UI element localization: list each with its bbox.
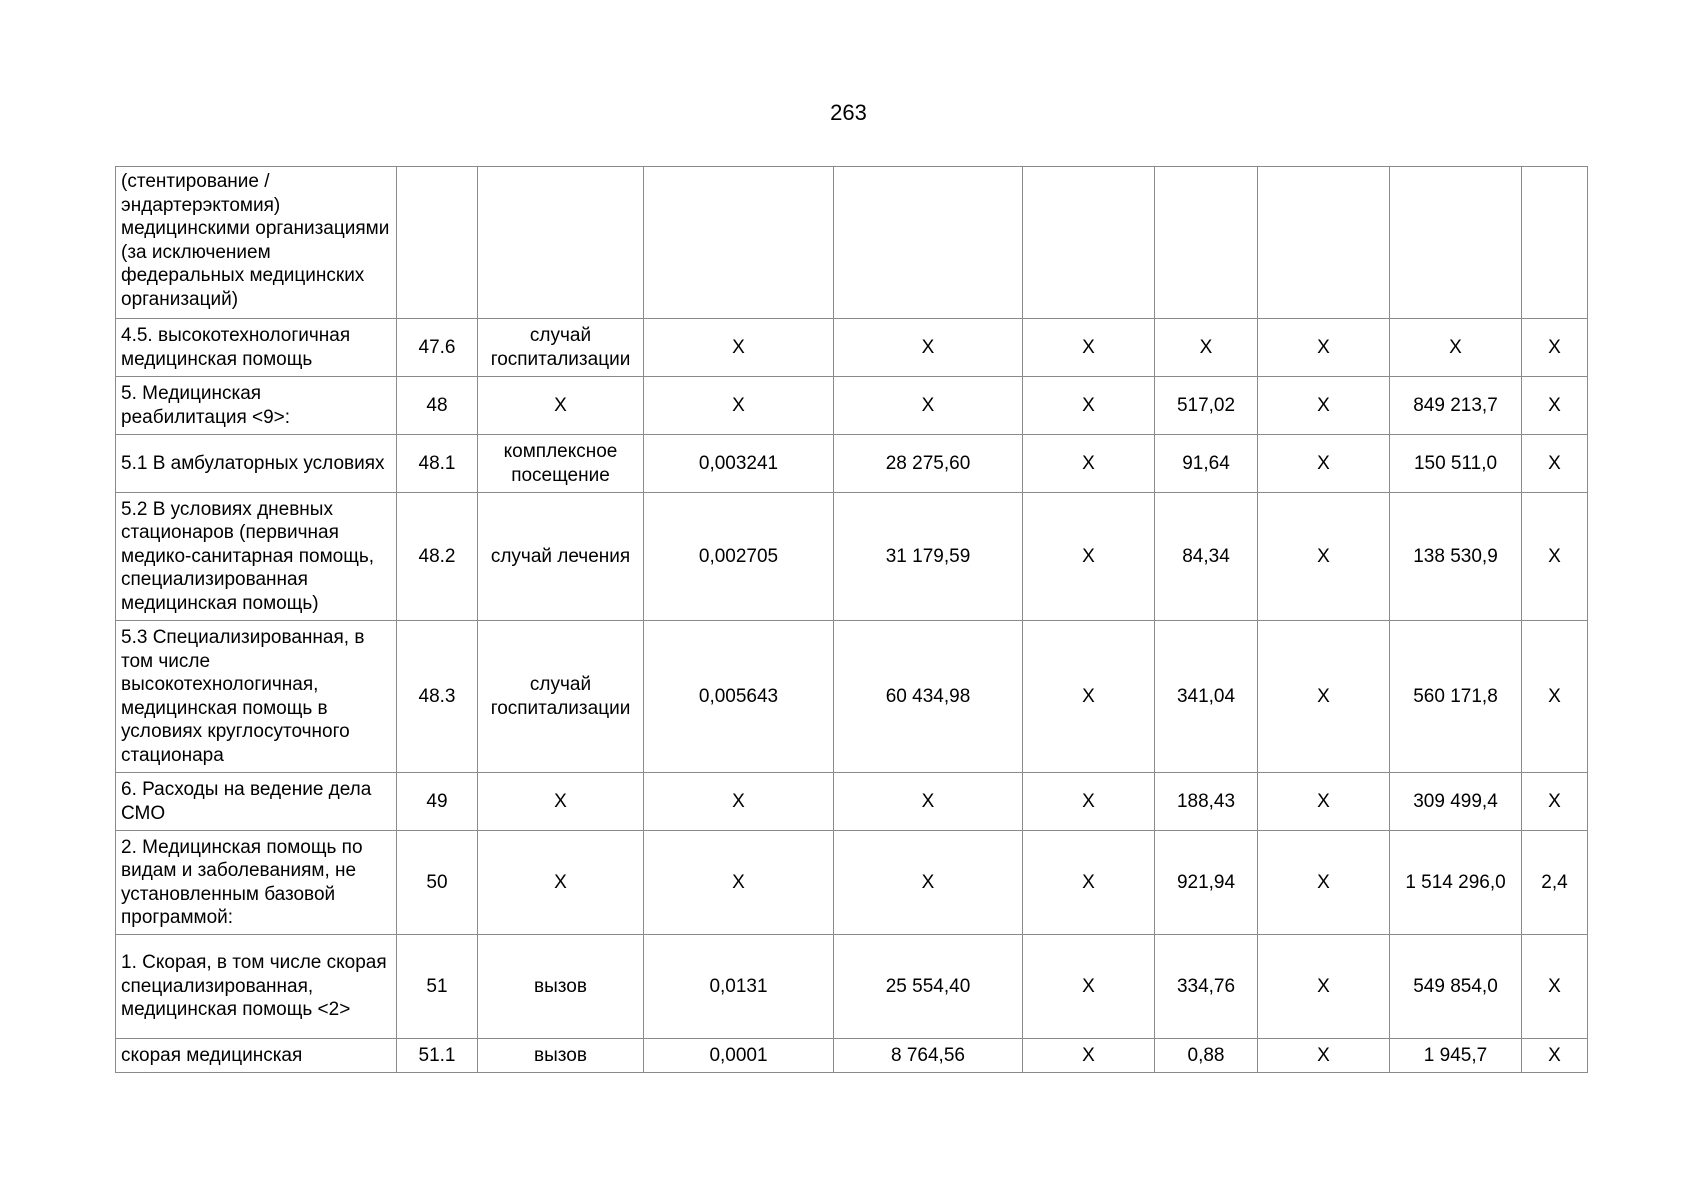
cell-unit: случай госпитализации: [478, 319, 644, 377]
cell-share-percent: Х: [1522, 435, 1588, 493]
cell-indicator-name: 4.5. высокотехнологичная медицинская помощь: [116, 319, 397, 377]
cell-oms-per-capita: 188,43: [1155, 773, 1258, 831]
cell-row-number: 48.3: [397, 621, 478, 773]
cell-oms-per-capita: 341,04: [1155, 621, 1258, 773]
cell-cost-norm: 8 764,56: [834, 1039, 1023, 1073]
cell-volume-norm: Х: [644, 773, 834, 831]
cell-oms-per-capita: 84,34: [1155, 493, 1258, 621]
cell-budget-total: Х: [1258, 773, 1390, 831]
cell-indicator-name: 5. Медицинская реабилитация <9>:: [116, 377, 397, 435]
cell-share-percent: Х: [1522, 377, 1588, 435]
cell-budget-per-capita: Х: [1023, 435, 1155, 493]
cell-unit: Х: [478, 831, 644, 935]
cell-cost-norm: 25 554,40: [834, 935, 1023, 1039]
table-row: [116, 935, 1588, 1039]
cell-share-percent: 2,4: [1522, 831, 1588, 935]
cell-indicator-name: (стентирование / эндартерэктомия) медицинскими организациями (за исключением федеральных медицинских организаций): [116, 167, 397, 319]
cell-unit: Х: [478, 377, 644, 435]
cell-budget-per-capita: [1023, 167, 1155, 319]
table-row: [116, 831, 1588, 935]
cell-oms-per-capita: 921,94: [1155, 831, 1258, 935]
table-row: [116, 167, 1588, 319]
cell-oms-total: 1 514 296,0: [1390, 831, 1522, 935]
cell-oms-per-capita: Х: [1155, 319, 1258, 377]
table-row: [116, 319, 1588, 377]
cell-oms-total: 150 511,0: [1390, 435, 1522, 493]
cell-volume-norm: [644, 167, 834, 319]
cell-indicator-name: 6. Расходы на ведение дела СМО: [116, 773, 397, 831]
cell-volume-norm: 0,0131: [644, 935, 834, 1039]
cell-indicator-name: 5.1 В амбулаторных условиях: [116, 435, 397, 493]
cell-unit: случай лечения: [478, 493, 644, 621]
cell-row-number: 48.2: [397, 493, 478, 621]
cell-oms-total: [1390, 167, 1522, 319]
cell-budget-per-capita: Х: [1023, 319, 1155, 377]
cell-cost-norm: 31 179,59: [834, 493, 1023, 621]
cell-volume-norm: 0,0001: [644, 1039, 834, 1073]
cell-cost-norm: Х: [834, 831, 1023, 935]
cell-cost-norm: 60 434,98: [834, 621, 1023, 773]
cell-oms-total: 549 854,0: [1390, 935, 1522, 1039]
cell-oms-total: 560 171,8: [1390, 621, 1522, 773]
cell-unit: вызов: [478, 935, 644, 1039]
cell-budget-total: Х: [1258, 319, 1390, 377]
cell-share-percent: Х: [1522, 621, 1588, 773]
table-row: [116, 493, 1588, 621]
cell-budget-total: Х: [1258, 621, 1390, 773]
cell-indicator-name: скорая медицинская: [116, 1039, 397, 1073]
cell-row-number: 51.1: [397, 1039, 478, 1073]
cell-unit: [478, 167, 644, 319]
page-number: 263: [830, 100, 867, 125]
cell-share-percent: Х: [1522, 1039, 1588, 1073]
cell-volume-norm: Х: [644, 319, 834, 377]
cell-share-percent: Х: [1522, 773, 1588, 831]
cell-row-number: 48: [397, 377, 478, 435]
cell-oms-per-capita: 0,88: [1155, 1039, 1258, 1073]
cell-oms-total: 849 213,7: [1390, 377, 1522, 435]
cell-budget-per-capita: Х: [1023, 935, 1155, 1039]
cell-share-percent: Х: [1522, 935, 1588, 1039]
cell-volume-norm: Х: [644, 377, 834, 435]
cell-row-number: 49: [397, 773, 478, 831]
table-row: [116, 435, 1588, 493]
cell-budget-total: Х: [1258, 831, 1390, 935]
cell-unit: комплексное посещение: [478, 435, 644, 493]
cell-volume-norm: Х: [644, 831, 834, 935]
financing-table: [115, 166, 1588, 1073]
cell-row-number: 47.6: [397, 319, 478, 377]
cell-share-percent: Х: [1522, 493, 1588, 621]
cell-cost-norm: 28 275,60: [834, 435, 1023, 493]
cell-row-number: 50: [397, 831, 478, 935]
cell-budget-per-capita: Х: [1023, 1039, 1155, 1073]
cell-volume-norm: 0,003241: [644, 435, 834, 493]
cell-budget-per-capita: Х: [1023, 377, 1155, 435]
cell-row-number: 48.1: [397, 435, 478, 493]
cell-budget-total: Х: [1258, 935, 1390, 1039]
cell-budget-per-capita: Х: [1023, 493, 1155, 621]
cell-indicator-name: 1. Скорая, в том числе скорая специализированная, медицинская помощь <2>: [116, 935, 397, 1039]
cell-oms-per-capita: 334,76: [1155, 935, 1258, 1039]
cell-cost-norm: Х: [834, 319, 1023, 377]
cell-indicator-name: 5.2 В условиях дневных стационаров (первичная медико-санитарная помощь, специализированная медицинская помощь): [116, 493, 397, 621]
cell-oms-per-capita: [1155, 167, 1258, 319]
cell-budget-total: [1258, 167, 1390, 319]
cell-share-percent: Х: [1522, 319, 1588, 377]
table-row: [116, 773, 1588, 831]
cell-oms-per-capita: 91,64: [1155, 435, 1258, 493]
cell-budget-per-capita: Х: [1023, 621, 1155, 773]
cell-budget-per-capita: Х: [1023, 831, 1155, 935]
cell-budget-total: Х: [1258, 435, 1390, 493]
cell-oms-total: Х: [1390, 319, 1522, 377]
cell-unit: случай госпитализации: [478, 621, 644, 773]
cell-budget-total: Х: [1258, 1039, 1390, 1073]
table-row: [116, 621, 1588, 773]
cell-oms-total: 138 530,9: [1390, 493, 1522, 621]
cell-row-number: [397, 167, 478, 319]
cell-oms-total: 1 945,7: [1390, 1039, 1522, 1073]
table-row: [116, 1039, 1588, 1073]
cell-unit: вызов: [478, 1039, 644, 1073]
cell-indicator-name: 5.3 Специализированная, в том числе высокотехнологичная, медицинская помощь в условиях круглосуточного стационара: [116, 621, 397, 773]
cell-row-number: 51: [397, 935, 478, 1039]
cell-share-percent: [1522, 167, 1588, 319]
cell-cost-norm: Х: [834, 773, 1023, 831]
cell-oms-per-capita: 517,02: [1155, 377, 1258, 435]
cell-volume-norm: 0,002705: [644, 493, 834, 621]
cell-volume-norm: 0,005643: [644, 621, 834, 773]
cell-unit: Х: [478, 773, 644, 831]
table-row: [116, 377, 1588, 435]
cell-budget-total: Х: [1258, 377, 1390, 435]
cell-budget-total: Х: [1258, 493, 1390, 621]
cell-indicator-name: 2. Медицинская помощь по видам и заболеваниям, не установленным базовой программой:: [116, 831, 397, 935]
cell-cost-norm: [834, 167, 1023, 319]
cell-oms-total: 309 499,4: [1390, 773, 1522, 831]
cell-cost-norm: Х: [834, 377, 1023, 435]
cell-budget-per-capita: Х: [1023, 773, 1155, 831]
